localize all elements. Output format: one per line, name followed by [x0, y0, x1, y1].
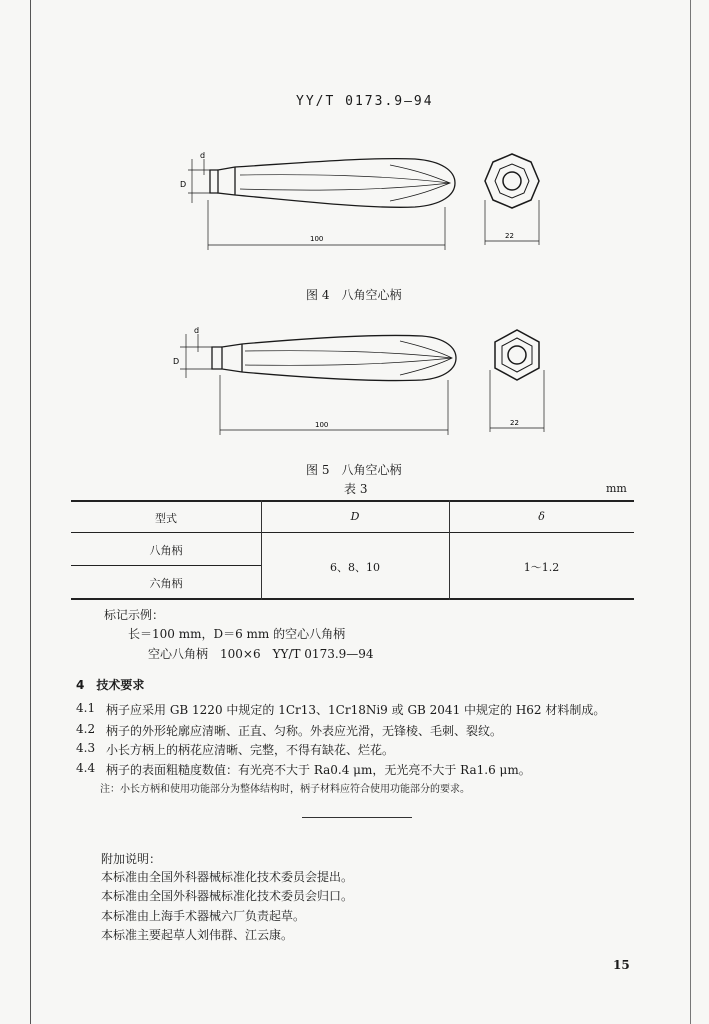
additional-line-2: 本标准由全国外科器械标准化技术委员会归口。: [101, 889, 354, 903]
additional-line-4: 本标准主要起草人刘伟群、江云康。: [101, 928, 294, 942]
fig4-dim-D: D: [180, 180, 187, 189]
section-4-1-text: 柄子应采用 GB 1220 中规定的 1Cr13、1Cr18Ni9 或 GB 2041 中规定的 H62 材料制成。: [106, 703, 606, 717]
page-edge-right: [690, 0, 691, 1024]
table-unit: mm: [606, 482, 627, 495]
table-bottom-rule: [71, 598, 634, 600]
table-row-rule: [71, 565, 261, 566]
table-title: 表 3: [344, 482, 368, 496]
marking-description: 长＝100 mm，D＝6 mm 的空心八角柄: [128, 627, 346, 641]
table-header-type: 型式: [155, 512, 177, 525]
table-header-delta: δ: [538, 510, 545, 523]
section-4-2-text: 柄子的外形轮廓应清晰、正直、匀称。外表应光滑，无锋棱、毛刺、裂纹。: [106, 724, 503, 738]
additional-line-3: 本标准由上海手术器械六厂负责起草。: [101, 909, 306, 923]
table-cell-delta-values: 1～1.2: [523, 561, 560, 574]
fig5-dim-D: D: [173, 357, 180, 366]
page-number: 15: [613, 958, 630, 972]
figure-5-caption: 图 5 八角空心柄: [306, 463, 402, 477]
marking-code: 空心八角柄 100×6 YY/T 0173.9—94: [148, 647, 374, 661]
section-4-1-num: 4.1: [76, 701, 96, 715]
section-4-3-num: 4.3: [76, 741, 96, 755]
additional-line-1: 本标准由全国外科器械标准化技术委员会提出。: [101, 870, 354, 884]
fig4-dim-length: 100: [310, 235, 324, 243]
fig5-dim-d: d: [194, 326, 200, 335]
table-row-hexagonal: 六角柄: [149, 577, 183, 590]
section-4-2-num: 4.2: [76, 722, 96, 736]
table-3: [71, 500, 634, 600]
document-header: YY/T 0173.9—94: [296, 94, 434, 109]
table-header-rule: [71, 532, 634, 533]
section-4-title: 4 技术要求: [76, 678, 145, 692]
page-edge-left: [30, 0, 31, 1024]
figure-5-drawing: [160, 320, 560, 440]
fig4-dim-width: 22: [505, 232, 514, 240]
end-rule: [302, 817, 412, 818]
section-4-3-text: 小长方柄上的柄花应清晰、完整，不得有缺花、烂花。: [106, 743, 395, 757]
section-4-4-text: 柄子的表面粗糙度数值：有光亮不大于 Ra0.4 μm，无光亮不大于 Ra1.6 μm。: [106, 763, 531, 777]
fig4-dim-d: d: [200, 151, 206, 160]
table-top-rule: [71, 500, 634, 502]
table-cell-D-values: 6、8、10: [330, 561, 380, 574]
fig5-dim-width: 22: [510, 419, 519, 427]
marking-label: 标记示例：: [104, 608, 165, 622]
figure-4-drawing: [160, 145, 560, 260]
figure-4-caption: 图 4 八角空心柄: [306, 288, 402, 302]
table-row-octagonal: 八角柄: [149, 544, 183, 557]
section-4-note: 注：小长方柄和使用功能部分为整体结构时，柄子材料应符合使用功能部分的要求。: [100, 784, 470, 795]
table-header-D: D: [350, 510, 360, 523]
fig5-dim-length: 100: [315, 421, 329, 429]
section-4-4-num: 4.4: [76, 761, 96, 775]
additional-title: 附加说明：: [101, 852, 162, 866]
